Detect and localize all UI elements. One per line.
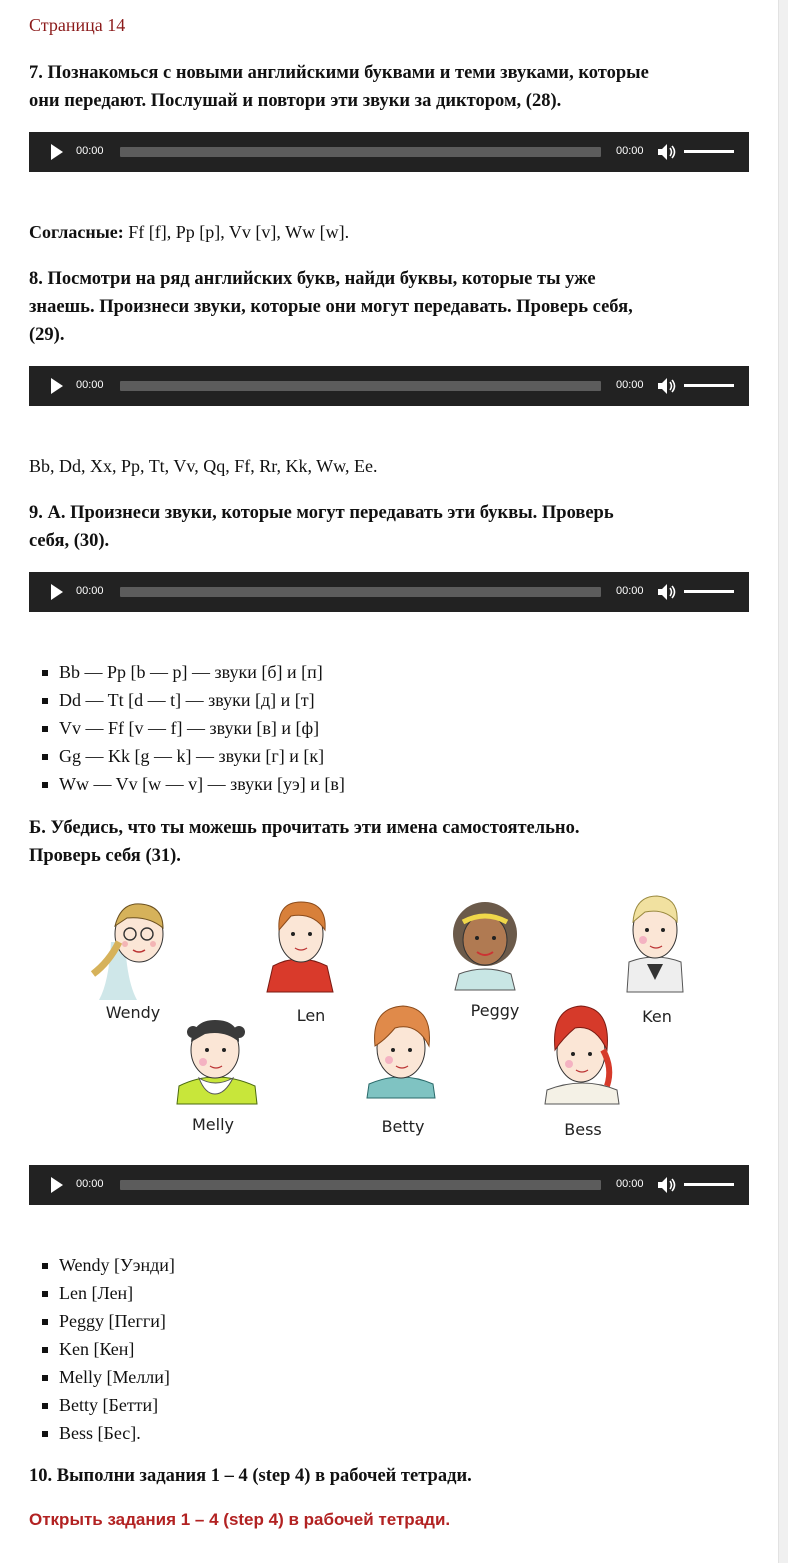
task-9b-line-2: Проверь себя (31). <box>29 846 181 866</box>
volume-slider[interactable] <box>684 384 734 387</box>
duration: 00:00 <box>616 145 644 157</box>
volume-slider[interactable] <box>684 150 734 153</box>
task-8-line-3: (29). <box>29 325 65 345</box>
picture-name-peggy: Peggy <box>470 1001 520 1020</box>
picture-name-melly: Melly <box>191 1115 235 1134</box>
list-item: Bess [Бес]. <box>59 1419 175 1447</box>
task-9b-heading <box>29 814 749 870</box>
task-7-line-1: 7. Познакомься с новыми английскими буквами и теми звуками, которые <box>29 63 649 83</box>
consonants-label: Согласные: <box>29 222 124 242</box>
ken-face <box>627 896 683 992</box>
sounds-list <box>29 658 345 798</box>
picture-name-bess: Bess <box>564 1120 602 1139</box>
play-icon[interactable] <box>49 144 65 160</box>
current-time: 00:00 <box>76 1178 104 1190</box>
audio-player-29 <box>29 366 749 406</box>
consonants-line <box>29 220 349 244</box>
peggy-face <box>453 902 517 990</box>
current-time: 00:00 <box>76 145 104 157</box>
page-scrollbar[interactable] <box>778 0 788 1563</box>
list-item: Dd — Tt [d — t] — звуки [д] и [т] <box>59 686 345 714</box>
melly-face <box>177 1020 257 1104</box>
play-icon[interactable] <box>49 378 65 394</box>
consonants-text: Ff [f], Pp [p], Vv [v], Ww [w]. <box>123 222 350 242</box>
progress-rail[interactable] <box>120 147 601 157</box>
task-7-line-2: они передают. Послушай и повтори эти звуки за диктором, (28). <box>29 91 562 111</box>
audio-player-30 <box>29 572 749 612</box>
progress-rail[interactable] <box>120 587 601 597</box>
list-item: Ww — Vv [w — v] — звуки [уэ] и [в] <box>59 770 345 798</box>
task-9a-heading <box>29 499 749 555</box>
task-8-line-2: знаешь. Произнеси звуки, которые они могут передавать. Проверь себя, <box>29 297 633 317</box>
list-item: Bb — Pp [b — p] — звуки [б] и [п] <box>59 658 345 686</box>
names-list <box>29 1251 175 1447</box>
task-7-heading <box>29 59 749 115</box>
list-item: Peggy [Пегги] <box>59 1307 175 1335</box>
page-14-link[interactable]: Страница 14 <box>29 15 126 35</box>
current-time: 00:00 <box>76 585 104 597</box>
betty-face <box>367 1006 435 1098</box>
play-icon[interactable] <box>49 584 65 600</box>
bess-face <box>545 1006 619 1104</box>
task-9a-line-1: 9. А. Произнеси звуки, которые могут передавать эти буквы. Проверь <box>29 503 614 523</box>
list-item: Wendy [Уэнди] <box>59 1251 175 1279</box>
task-8-heading <box>29 265 749 349</box>
list-item: Len [Лен] <box>59 1279 175 1307</box>
list-item: Betty [Бетти] <box>59 1391 175 1419</box>
picture-name-wendy: Wendy <box>105 1003 161 1022</box>
list-item: Melly [Мелли] <box>59 1363 175 1391</box>
volume-icon[interactable] <box>657 583 677 601</box>
audio-player-28 <box>29 132 749 172</box>
volume-icon[interactable] <box>657 377 677 395</box>
audio-player-31 <box>29 1165 749 1205</box>
picture-name-betty: Betty <box>381 1117 425 1136</box>
task-9a-line-2: себя, (30). <box>29 531 110 551</box>
duration: 00:00 <box>616 379 644 391</box>
volume-slider[interactable] <box>684 590 734 593</box>
list-item: Gg — Kk [g — k] — звуки [г] и [к] <box>59 742 345 770</box>
volume-icon[interactable] <box>657 1176 677 1194</box>
progress-rail[interactable] <box>120 1180 601 1190</box>
volume-slider[interactable] <box>684 1183 734 1186</box>
list-item: Ken [Кен] <box>59 1335 175 1363</box>
task-10-heading: 10. Выполни задания 1 – 4 (step 4) в рабочей тетради. <box>29 1466 472 1486</box>
open-workbook-link[interactable]: Открыть задания 1 – 4 (step 4) в рабочей тетради. <box>29 1510 451 1529</box>
list-item: Vv — Ff [v — f] — звуки [в] и [ф] <box>59 714 345 742</box>
duration: 00:00 <box>616 585 644 597</box>
letters-row: Bb, Dd, Xx, Pp, Tt, Vv, Qq, Ff, Rr, Kk, Ww, Ee. <box>29 456 378 476</box>
play-icon[interactable] <box>49 1177 65 1193</box>
children-illustration <box>29 882 749 1150</box>
task-8-line-1: 8. Посмотри на ряд английских букв, найди буквы, которые ты уже <box>29 269 596 289</box>
volume-icon[interactable] <box>657 143 677 161</box>
picture-name-ken: Ken <box>642 1007 672 1026</box>
len-face <box>267 902 333 992</box>
progress-rail[interactable] <box>120 381 601 391</box>
picture-name-len: Len <box>296 1006 326 1025</box>
current-time: 00:00 <box>76 379 104 391</box>
duration: 00:00 <box>616 1178 644 1190</box>
task-9b-line-1: Б. Убедись, что ты можешь прочитать эти имена самостоятельно. <box>29 818 580 838</box>
wendy-face <box>93 904 163 1000</box>
